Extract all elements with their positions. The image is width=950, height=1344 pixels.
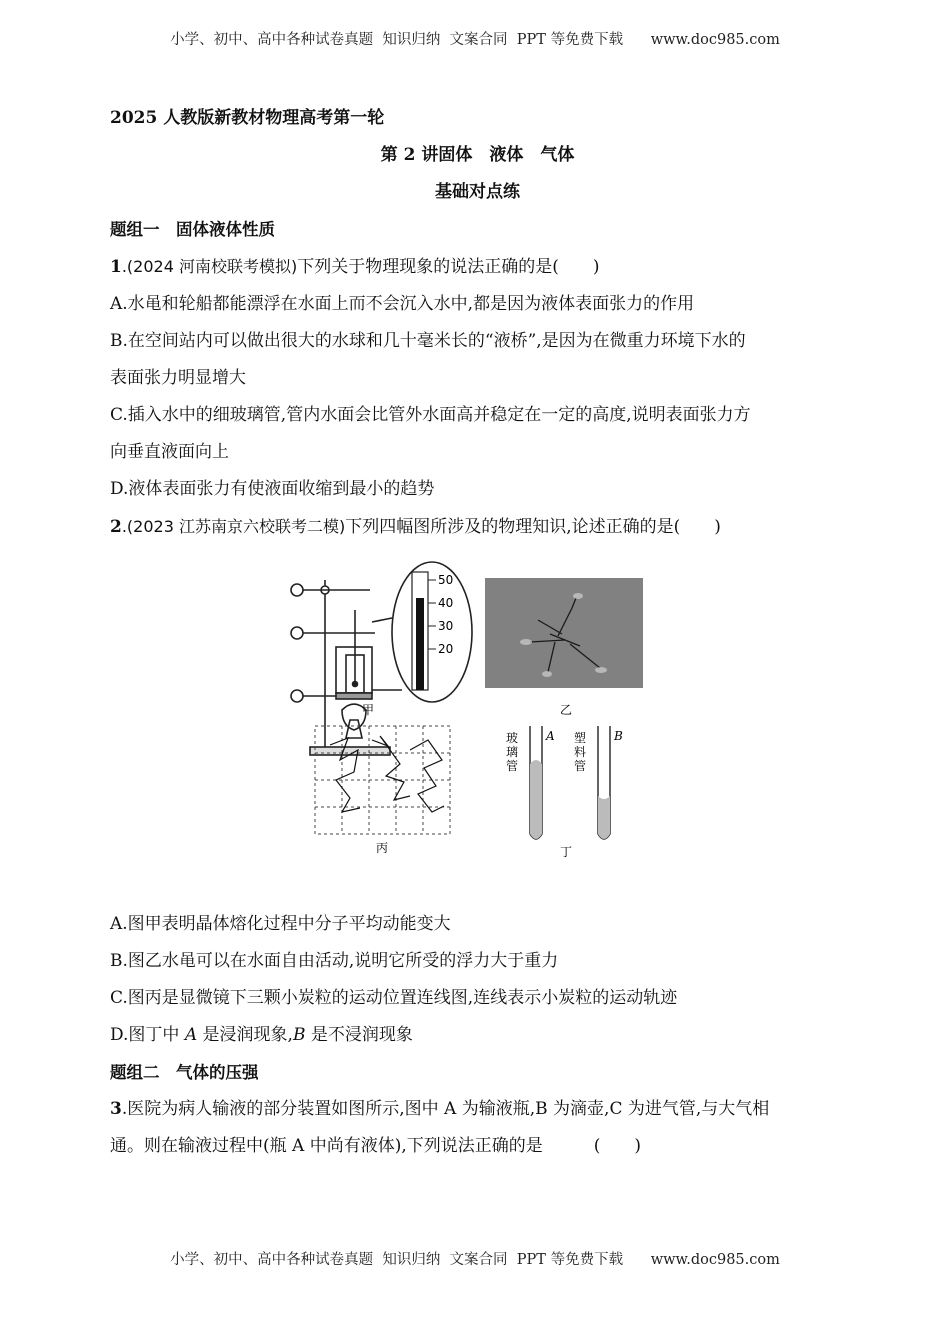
- q2-option-d: [110, 1017, 845, 1054]
- group2-title: 题组二 气体的压强: [110, 1063, 259, 1082]
- q2-option-d-mid: 是浸润现象,: [197, 1025, 293, 1045]
- figure-yi-photo: [485, 578, 643, 688]
- figure-label-yi: 乙: [560, 703, 573, 717]
- lecture-title: 第 2 讲固体 液体 气体: [380, 145, 575, 165]
- q1-option-c-line2: 向垂直液面向上: [110, 442, 229, 462]
- figure-jia-apparatus: [291, 580, 402, 755]
- thermo-tick-50: 50: [438, 573, 454, 587]
- page-header: 小学、初中、高中各种试卷真题 知识归纳 文案合同 PPT 等免费下载 www.doc985.com: [170, 32, 780, 48]
- q1-stem-text: 下列关于物理现象的说法正确的是( ): [297, 257, 600, 277]
- q2-option-b: B.图乙水黾可以在水面自由活动,说明它所受的浮力大于重力: [110, 951, 559, 971]
- q2-option-d-b: B: [292, 1025, 306, 1045]
- group1-title: 题组一 固体液体性质: [110, 220, 275, 239]
- q1-stem: [110, 248, 845, 286]
- tube-label-a: A: [546, 729, 555, 743]
- tube-glass-char-3: 管: [506, 759, 519, 773]
- q2-figure-art: [110, 550, 845, 900]
- q2-option-d-a: A: [184, 1025, 198, 1045]
- thermo-tick-20: 20: [438, 642, 454, 656]
- tube-label-b: B: [614, 729, 623, 743]
- q2-option-a: A.图甲表明晶体熔化过程中分子平均动能变大: [110, 914, 451, 934]
- q2-figure: [110, 550, 845, 900]
- figure-jia-thermometer: [392, 562, 472, 702]
- page-footer: 小学、初中、高中各种试卷真题 知识归纳 文案合同 PPT 等免费下载 www.doc985.com: [170, 1252, 780, 1268]
- q1-option-b-line1: B.在空间站内可以做出很大的水球和几十毫米长的“液桥”,是因为在微重力环境下水的: [110, 331, 746, 351]
- q2-option-d-post: 是不浸润现象: [305, 1025, 413, 1045]
- q2-option-d-pre: D.图丁中: [110, 1025, 185, 1045]
- q1-source: .(2024 河南校联考模拟): [121, 257, 298, 276]
- q2-stem-text: 下列四幅图所涉及的物理知识,论述正确的是( ): [345, 517, 721, 537]
- q2-stem: [110, 508, 845, 546]
- thermo-tick-40: 40: [438, 596, 454, 610]
- tube-glass-char-1: 玻: [506, 731, 519, 745]
- q1-option-d: D.液体表面张力有使液面收缩到最小的趋势: [110, 479, 435, 499]
- section-subtitle: 基础对点练: [435, 182, 520, 202]
- figure-label-jia: 甲: [362, 703, 375, 717]
- tube-plastic-char-2: 料: [574, 745, 587, 759]
- figure-label-ding: 丁: [560, 845, 573, 859]
- figure-label-bing: 丙: [376, 841, 389, 855]
- tube-plastic-char-1: 塑: [574, 731, 587, 745]
- q3-number: 3: [110, 1099, 122, 1119]
- q1-number: 1: [110, 257, 122, 277]
- tube-plastic-char-3: 管: [574, 759, 587, 773]
- q3-line1-text: .医院为病人输液的部分装置如图所示,图中 A 为输液瓶,B 为滴壶,C 为进气管,与大气相: [121, 1099, 770, 1119]
- q1-option-c-line1: C.插入水中的细玻璃管,管内水面会比管外水面高并稳定在一定的高度,说明表面张力方: [110, 405, 751, 425]
- tube-glass-char-2: 璃: [506, 745, 519, 759]
- figure-ding-tubes: [530, 726, 610, 839]
- q3-line1: [110, 1091, 845, 1128]
- q3-line2: 通。则在输液过程中(瓶 A 中尚有液体),下列说法正确的是 ( ): [110, 1136, 642, 1156]
- doc-top-title: 2025 人教版新教材物理高考第一轮: [110, 108, 385, 128]
- q2-number: 2: [110, 517, 122, 537]
- thermo-tick-30: 30: [438, 619, 454, 633]
- q1-option-b-line2: 表面张力明显增大: [110, 368, 246, 388]
- document-body: [110, 100, 845, 1165]
- q2-source: .(2023 江苏南京六校联考二模): [121, 517, 346, 536]
- q2-option-c: C.图丙是显微镜下三颗小炭粒的运动位置连线图,连线表示小炭粒的运动轨迹: [110, 988, 678, 1008]
- q1-option-a: A.水黾和轮船都能漂浮在水面上而不会沉入水中,都是因为液体表面张力的作用: [110, 294, 695, 314]
